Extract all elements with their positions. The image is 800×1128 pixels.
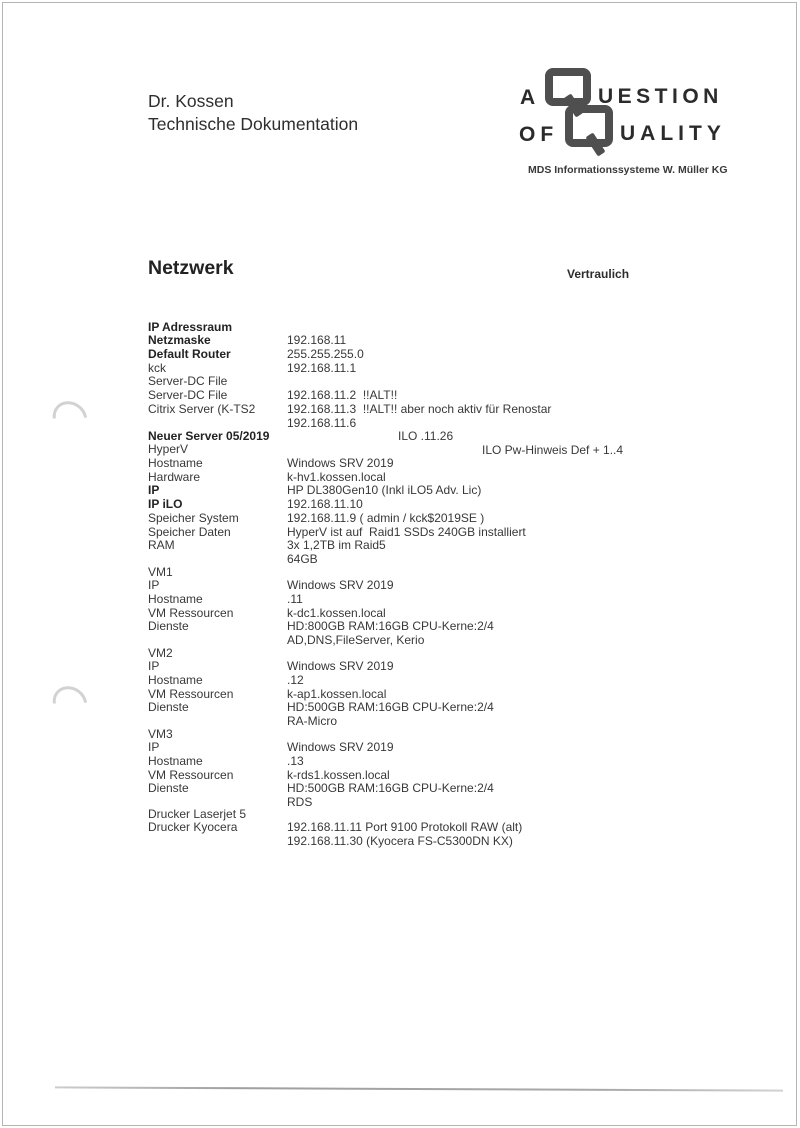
row-label: Hostname [148, 456, 203, 471]
row-value: Windows SRV 2019 [287, 659, 394, 674]
row-label: Hostname [148, 592, 203, 607]
row-value: HP DL380Gen10 (Inkl iLO5 Adv. Lic) [287, 483, 482, 498]
row-value: 192.168.11.9 ( admin / kck$2019SE ) [287, 510, 485, 525]
logo-word2-prefix: OF [519, 123, 559, 146]
row-label: Hostname [148, 673, 203, 688]
classification-label: Vertraulich [567, 267, 630, 281]
row-value: .11 [287, 592, 303, 607]
block-vm3 [148, 714, 708, 810]
row-extra-2: ILO Pw-Hinweis Def + 1..4 [482, 442, 624, 457]
block-drucker [148, 794, 708, 849]
row-value: AD,DNS,FileServer, Kerio [287, 633, 425, 648]
row-value: Windows SRV 2019 [287, 456, 394, 471]
row-label: Dienste [148, 619, 189, 634]
row-label: VM Ressourcen [148, 767, 234, 782]
row-label: VM Ressourcen [148, 686, 234, 701]
row-extra-1: ILO .11.26 [398, 429, 454, 444]
row-value: HD:800GB RAM:16GB CPU-Kerne:2/4 [287, 619, 494, 634]
row-label: Server-DC File [148, 388, 228, 403]
letterhead-name: Dr. Kossen [148, 91, 234, 111]
row-label: Citrix Server (K-TS2 [148, 401, 256, 416]
row-label: Speicher Daten [148, 524, 231, 539]
row-label: Hardware [148, 469, 201, 484]
row-value: .12 [287, 673, 304, 688]
row-value: .13 [287, 754, 304, 769]
row-label: VM3 [148, 726, 173, 741]
block-neuer-server [148, 416, 708, 566]
logo-word2-suffix: UALITY [620, 122, 726, 145]
row-value: k-dc1.kossen.local [287, 605, 386, 620]
row-value: 3x 1,2TB im Raid5 [287, 538, 386, 553]
row-value: RA-Micro [287, 714, 337, 729]
block-vm2 [148, 633, 708, 729]
row-value: 192.168.11.1 [287, 360, 357, 375]
row-value: k-rds1.kossen.local [287, 767, 390, 782]
logo-word1-prefix: A [520, 86, 536, 109]
row-label: Speicher System [148, 510, 239, 525]
row-label: IP iLO [148, 497, 183, 512]
row-value: 192.168.11.3 !!ALT!! aber noch aktiv für Renostar [287, 401, 552, 416]
row-label: VM2 [148, 645, 173, 660]
row-label: Drucker Kyocera [148, 820, 238, 835]
row-label: IP [148, 483, 160, 498]
logo-word1-suffix: UESTION [598, 85, 723, 108]
row-label: Netzmaske [148, 333, 211, 348]
row-label: Drucker Laserjet 5 [148, 806, 247, 821]
row-label: Dienste [148, 700, 189, 715]
row-value: 192.168.11.10 [287, 497, 363, 512]
row-value: 192.168.11.11 Port 9100 Protokoll RAW (alt) [287, 820, 523, 835]
row-value: Windows SRV 2019 [287, 578, 394, 593]
section-title: Netzwerk [148, 257, 234, 279]
row-value: 192.168.11 [287, 333, 347, 348]
row-value: k-hv1.kossen.local [287, 469, 386, 484]
block-vm1 [148, 552, 708, 648]
row-label: Server-DC File [148, 374, 228, 389]
row-value: 255.255.255.0 [287, 347, 364, 362]
punch-hole-artifact [46, 679, 94, 726]
row-label: RAM [148, 538, 175, 553]
row-label: VM1 [148, 564, 173, 579]
row-value: 192.168.11.30 (Kyocera FS-C5300DN KX) [287, 834, 513, 849]
row-label: Default Router [148, 347, 231, 362]
row-label: HyperV [148, 442, 189, 457]
row-value: 192.168.11.2 !!ALT!! [287, 388, 398, 403]
row-label: Dienste [148, 781, 189, 796]
letterhead-subtitle: Technische Dokumentation [148, 114, 359, 134]
row-value: HyperV ist auf Raid1 SSDs 240GB installiert [287, 524, 526, 539]
doc-row [148, 362, 708, 403]
row-value: k-ap1.kossen.local [287, 686, 387, 701]
row-label: kck [148, 360, 166, 375]
row-value: RDS [287, 795, 313, 810]
page-bottom-edge-shadow [55, 1086, 783, 1091]
row-label: Hostname [148, 754, 203, 769]
company-name: MDS Informationssysteme W. Müller KG [528, 164, 728, 176]
row-value: 192.168.11.6 [287, 415, 357, 430]
row-label: Neuer Server 05/2019 [148, 428, 270, 443]
letterhead [148, 90, 358, 136]
row-value: Windows SRV 2019 [287, 740, 394, 755]
row-label: VM Ressourcen [148, 605, 234, 620]
row-value: 64GB [287, 551, 318, 566]
row-value: HD:500GB RAM:16GB CPU-Kerne:2/4 [287, 700, 494, 715]
row-label: IP [148, 740, 160, 755]
row-label: IP Adressraum [148, 319, 233, 334]
row-label: IP [148, 659, 160, 674]
row-value: HD:500GB RAM:16GB CPU-Kerne:2/4 [287, 781, 494, 796]
punch-hole-artifact [46, 394, 94, 441]
quality-logo [518, 66, 738, 171]
row-label: IP [148, 578, 160, 593]
